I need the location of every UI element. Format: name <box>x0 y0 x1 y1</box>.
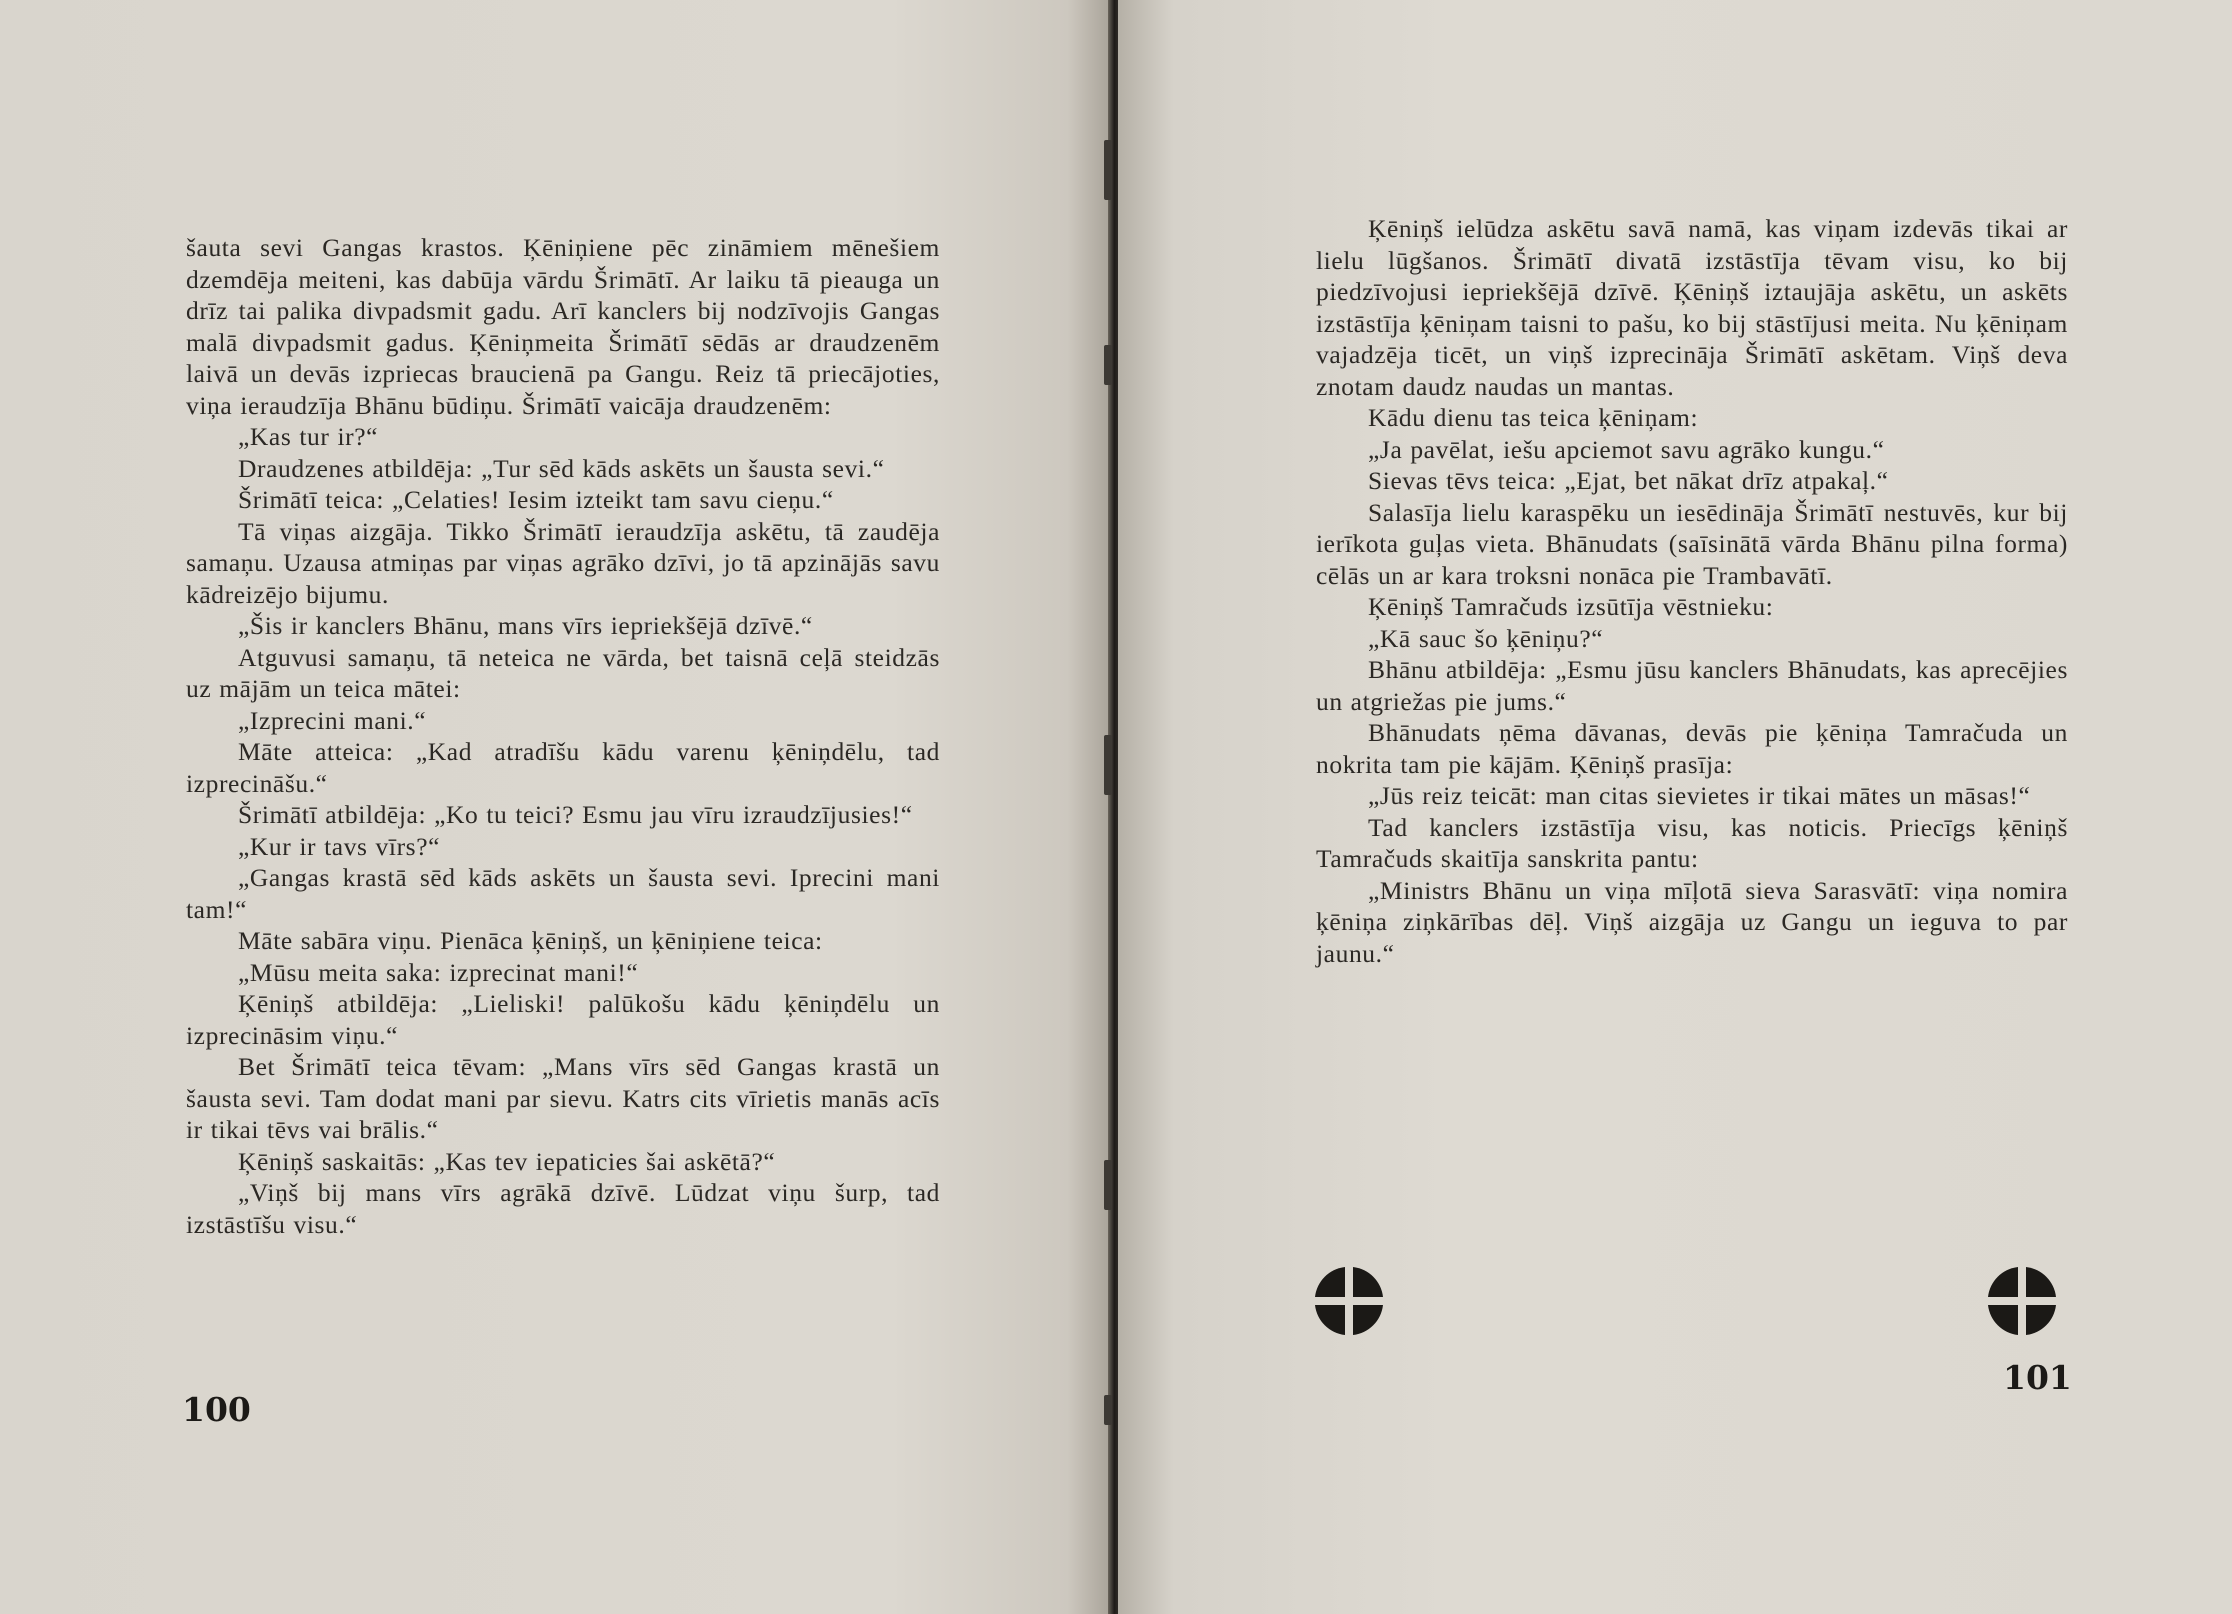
paragraph: „Kā sauc šo ķēniņu?“ <box>1368 623 1604 653</box>
paragraph: „Ministrs Bhānu un viņa mīļotā sieva Sarasvātī: viņa nomira ķēniņa ziņkārības dēļ. Viņš aizgāja uz Gangu un ieguva to par jaunu.“ <box>1316 875 2068 968</box>
staple <box>1104 735 1112 795</box>
paragraph: Atguvusi samaņu, tā neteica ne vārda, bet taisnā ceļā steidzās uz mājām un teica mātei: <box>186 642 940 703</box>
left-page <box>0 0 1112 1614</box>
paragraph: Draudzenes atbildēja: „Tur sēd kāds askēts un šausta sevi.“ <box>238 453 885 483</box>
paragraph: Ķēniņš saskaitās: „Kas tev iepaticies šai askētā?“ <box>238 1146 776 1176</box>
paragraph: Šrimātī atbildēja: „Ko tu teici? Esmu jau vīru izraudzījusies!“ <box>238 800 913 829</box>
paragraph: Ķēniņš Tamračuds izsūtīja vēstnieku: <box>1368 592 1774 621</box>
paragraph: „Ja pavēlat, iešu apciemot savu agrāko kungu.“ <box>1368 434 1885 464</box>
paragraph: Kādu dienu tas teica ķēniņam: <box>1368 403 1699 432</box>
right-page <box>1118 0 2232 1614</box>
paragraph: Bhānu atbildēja: „Esmu jūsu kanclers Bhānudats, kas aprecējies un atgriežas pie jums.“ <box>1316 655 2068 716</box>
paragraph: „Kas tur ir?“ <box>238 422 379 451</box>
paragraph: Bhānudats ņēma dāvanas, devās pie ķēniņa Tamračuda un nokrita tam pie kājām. Ķēniņš prasīja: <box>1316 718 2068 779</box>
staple <box>1104 140 1112 200</box>
paragraph: „Mūsu meita saka: izprecinat mani!“ <box>238 957 639 987</box>
paragraph: Bet Šrimātī teica tēvam: „Mans vīrs sēd Gangas krastā un šausta sevi. Tam dodat mani par sievu. Katrs cits vīrietis manās acīs ir tikai tēvs vai brālis.“ <box>186 1052 940 1144</box>
paragraph: „Izprecini mani.“ <box>238 705 427 735</box>
paragraph: Māte sabāra viņu. Pienāca ķēniņš, un ķēniņiene teica: <box>238 926 823 955</box>
staple <box>1104 345 1112 385</box>
right-page-text <box>1316 213 2068 969</box>
paragraph: šauta sevi Gangas krastos. Ķēniņiene pēc zināmiem mēnešiem dzemdēja meiteni, kas dabūja vārdu Šrimātī. Ar laiku tā pieauga un drīz tai palika divpadsmit gadu. Arī kanclers bij nodzīvojis Gangas malā divpadsmit gadus. Ķēniņmeita Šrimātī sēdās ar draudzenēm laivā un devās izpriecas braucienā pa Gangu. Reiz tā priecājoties, viņa ieraudzīja Bhānu būdiņu. Šrimātī vaicāja draudzenēm: <box>186 233 940 420</box>
paragraph: „Jūs reiz teicāt: man citas sievietes ir tikai mātes un māsas!“ <box>1368 781 2031 810</box>
page-number-right: 101 <box>2003 1358 2072 1397</box>
paragraph: Tad kanclers izstāstīja visu, kas noticis. Priecīgs ķēniņš Tamračuds skaitīja sanskrita pantu: <box>1316 812 2068 873</box>
paragraph: Šrimātī teica: „Celaties! Iesim izteikt tam savu cieņu.“ <box>238 485 834 514</box>
paragraph: Tā viņas aizgāja. Tikko Šrimātī ieraudzīja askētu, tā zaudēja samaņu. Uzausa atmiņas par viņas agrāko dzīvi, jo tā apzinājās savu kādreizējo bijumu. <box>186 516 940 609</box>
paragraph: Ķēniņš atbildēja: „Lieliski! palūkošu kādu ķēniņdēlu un izprecināsim viņu.“ <box>186 989 940 1050</box>
paragraph: Māte atteica: „Kad atradīšu kādu varenu ķēniņdēlu, tad izprecināšu.“ <box>186 737 940 798</box>
paragraph: „Gangas krastā sēd kāds askēts un šausta sevi. Iprecini mani tam!“ <box>186 863 940 924</box>
paragraph: „Viņš bij mans vīrs agrākā dzīvē. Lūdzat viņu šurp, tad izstāstīšu visu.“ <box>186 1178 940 1239</box>
left-page-text <box>186 232 940 1240</box>
staple <box>1104 1160 1112 1210</box>
page-number-left: 100 <box>182 1390 251 1429</box>
paragraph: „Šis ir kanclers Bhānu, mans vīrs iepriekšējā dzīvē.“ <box>238 611 813 640</box>
cross-ornament-icon <box>1986 1265 2058 1337</box>
paragraph: „Kur ir tavs vīrs?“ <box>238 831 441 861</box>
paragraph: Salasīja lielu karaspēku un iesēdināja Šrimātī nestuvēs, kur bij ierīkota guļas vieta. Bhānudats (saīsinātā vārda Bhānu pilna forma) cēlās un ar kara troksni nonāca pie Trambavātī. <box>1316 497 2068 590</box>
paragraph: Ķēniņš ielūdza askētu savā namā, kas viņam izdevās tikai ar lielu lūgšanos. Šrimātī divatā izstāstīja tēvam visu, ko bij piedzīvojusi iepriekšējā dzīvē. Ķēniņš iztaujāja askētu, un askēts izstāstīja ķēniņam taisni to pašu, ko bij stāstījusi meita. Nu ķēniņam vajadzēja ticēt, un viņš izprecināja Šrimātī askētam. Viņš deva znotam daudz naudas un mantas. <box>1316 214 2068 401</box>
cross-ornament-icon <box>1313 1265 1385 1337</box>
staple <box>1104 1395 1112 1425</box>
paragraph: Sievas tēvs teica: „Ejat, bet nākat drīz atpakaļ.“ <box>1368 466 1889 495</box>
